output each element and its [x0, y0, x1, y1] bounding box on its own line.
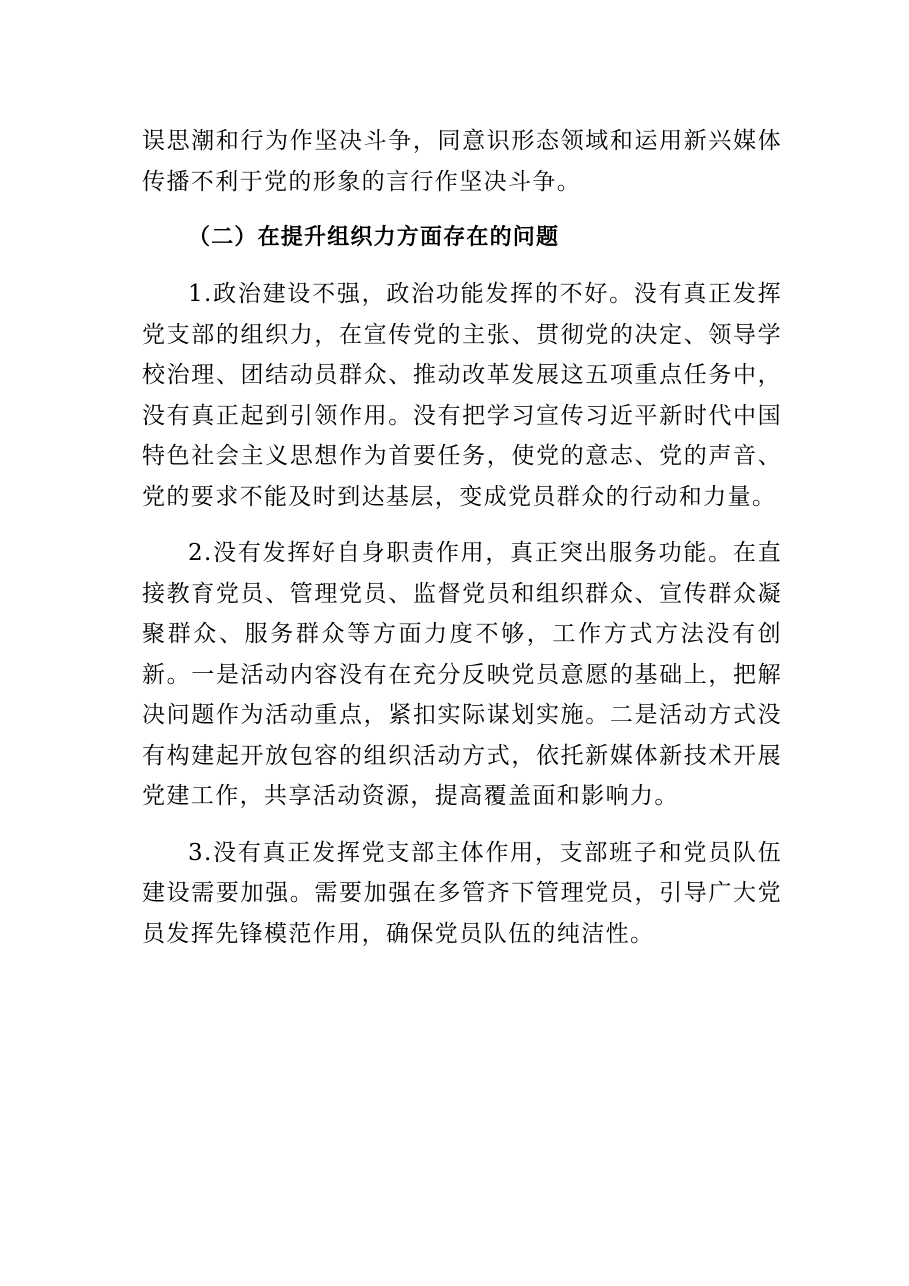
paragraph-item-1: 1.政治建设不强，政治功能发挥的不好。没有真正发挥党支部的组织力，在宣传党的主张、贯彻党的决定、领导学校治理、团结动员群众、推动改革发展这五项重点任务中，没有真正起到引领作用。没有把学习宣传习近平新时代中国特色社会主义思想作为首要任务，使党的意志、党的声音、党的要求不能及时到达基层，变成党员群众的行动和力量。 — [142, 281, 782, 510]
paragraph-item-3: 3.没有真正发挥党支部主体作用，支部班子和党员队伍建设需要加强。需要加强在多管齐下管理党员，引导广大党员发挥先锋模范作用，确保党员队伍的纯洁性。 — [142, 839, 782, 947]
section-heading: （二）在提升组织力方面存在的问题 — [188, 225, 560, 250]
document-body — [142, 121, 782, 954]
paragraph-item-2: 2.没有发挥好自身职责作用，真正突出服务功能。在直接教育党员、管理党员、监督党员和组织群众、宣传群众凝聚群众、服务群众等方面力度不够，工作方式方法没有创新。一是活动内容没有在充分反映党员意愿的基础上，把解决问题作为活动重点，紧扣实际谋划实施。二是活动方式没有构建起开放包容的组织活动方式，依托新媒体新技术开展党建工作，共享活动资源，提高覆盖面和影响力。 — [142, 540, 782, 809]
paragraph-continuation: 误思潮和行为作坚决斗争，同意识形态领域和运用新兴媒体传播不利于党的形象的言行作坚决斗争。 — [142, 128, 782, 195]
